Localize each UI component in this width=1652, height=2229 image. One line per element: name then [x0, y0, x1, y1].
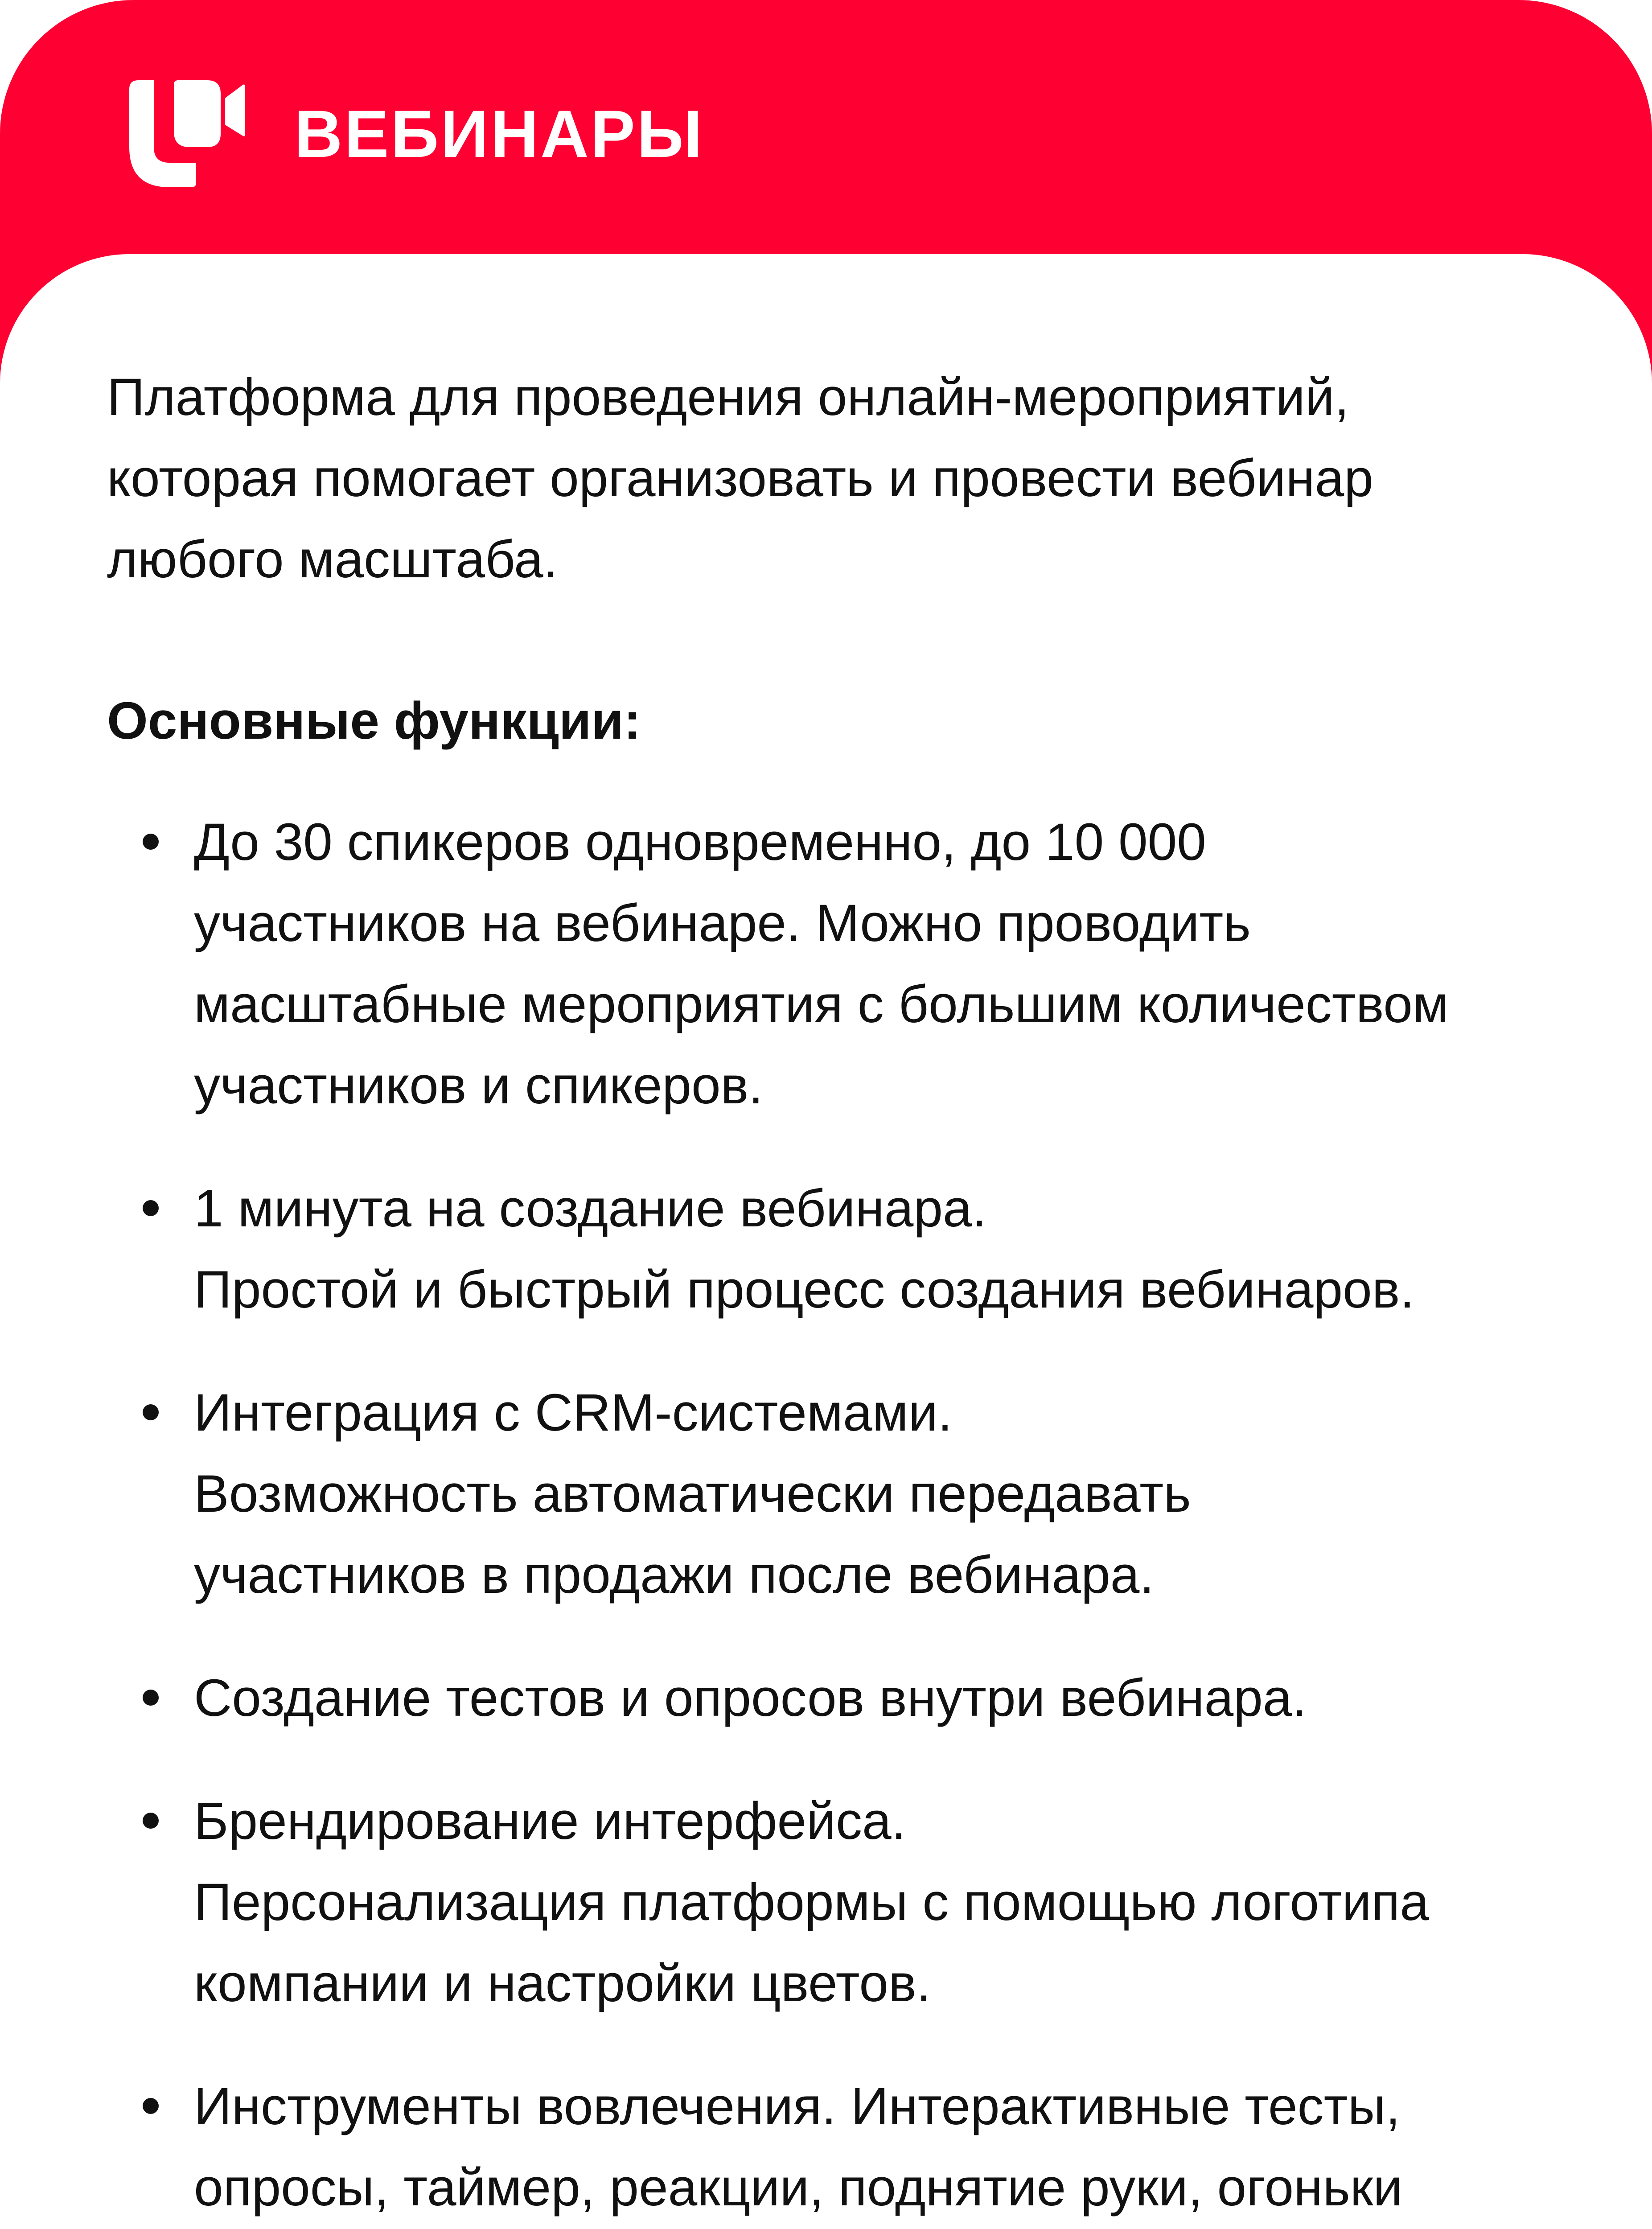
feature-item: [107, 1781, 1569, 2024]
bullet-icon: [143, 834, 159, 850]
features-list: [107, 802, 1569, 2229]
bullet-icon: [143, 1813, 159, 1829]
bullet-icon: [143, 1404, 159, 1420]
feature-text: 1 минута на создание вебинара. Простой и быстрый процесс создания вебинаров.: [194, 1179, 1415, 1319]
feature-text: Создание тестов и опросов внутри вебинара.: [194, 1669, 1307, 1727]
video-camera-logo-icon: [129, 80, 245, 187]
content: [107, 357, 1569, 2229]
feature-item: [107, 1168, 1569, 1330]
feature-text: До 30 спикеров одновременно, до 10 000 участников на вебинаре. Можно проводить масштабные мероприятия с большим количеством участников и спикеров.: [194, 813, 1449, 1115]
feature-text: Интеграция с CRM-системами. Возможность автоматически передавать участников в продажи после вебинара.: [194, 1383, 1191, 1604]
feature-item: [107, 2066, 1569, 2229]
content-panel: [0, 254, 1652, 2229]
intro-paragraph: Платформа для проведения онлайн-мероприятий, которая помогает организовать и провести вебинар любого масштаба.: [107, 368, 1373, 589]
brand: [129, 80, 704, 187]
feature-item: [107, 802, 1569, 1126]
feature-item: [107, 1372, 1569, 1616]
feature-item: [107, 1657, 1569, 1739]
bullet-icon: [143, 1200, 159, 1216]
features-heading: Основные функции:: [107, 691, 641, 750]
feature-text: Инструменты вовлечения. Интерактивные тесты, опросы, таймер, реакции, поднятие руки, огоньки: [194, 2077, 1403, 2217]
bullet-icon: [143, 1690, 159, 1706]
feature-text: Брендирование интерфейса. Персонализация платформы с помощью логотипа компании и настройки цветов.: [194, 1792, 1430, 2013]
bullet-icon: [143, 2098, 159, 2114]
page-title: ВЕБИНАРЫ: [294, 96, 704, 171]
